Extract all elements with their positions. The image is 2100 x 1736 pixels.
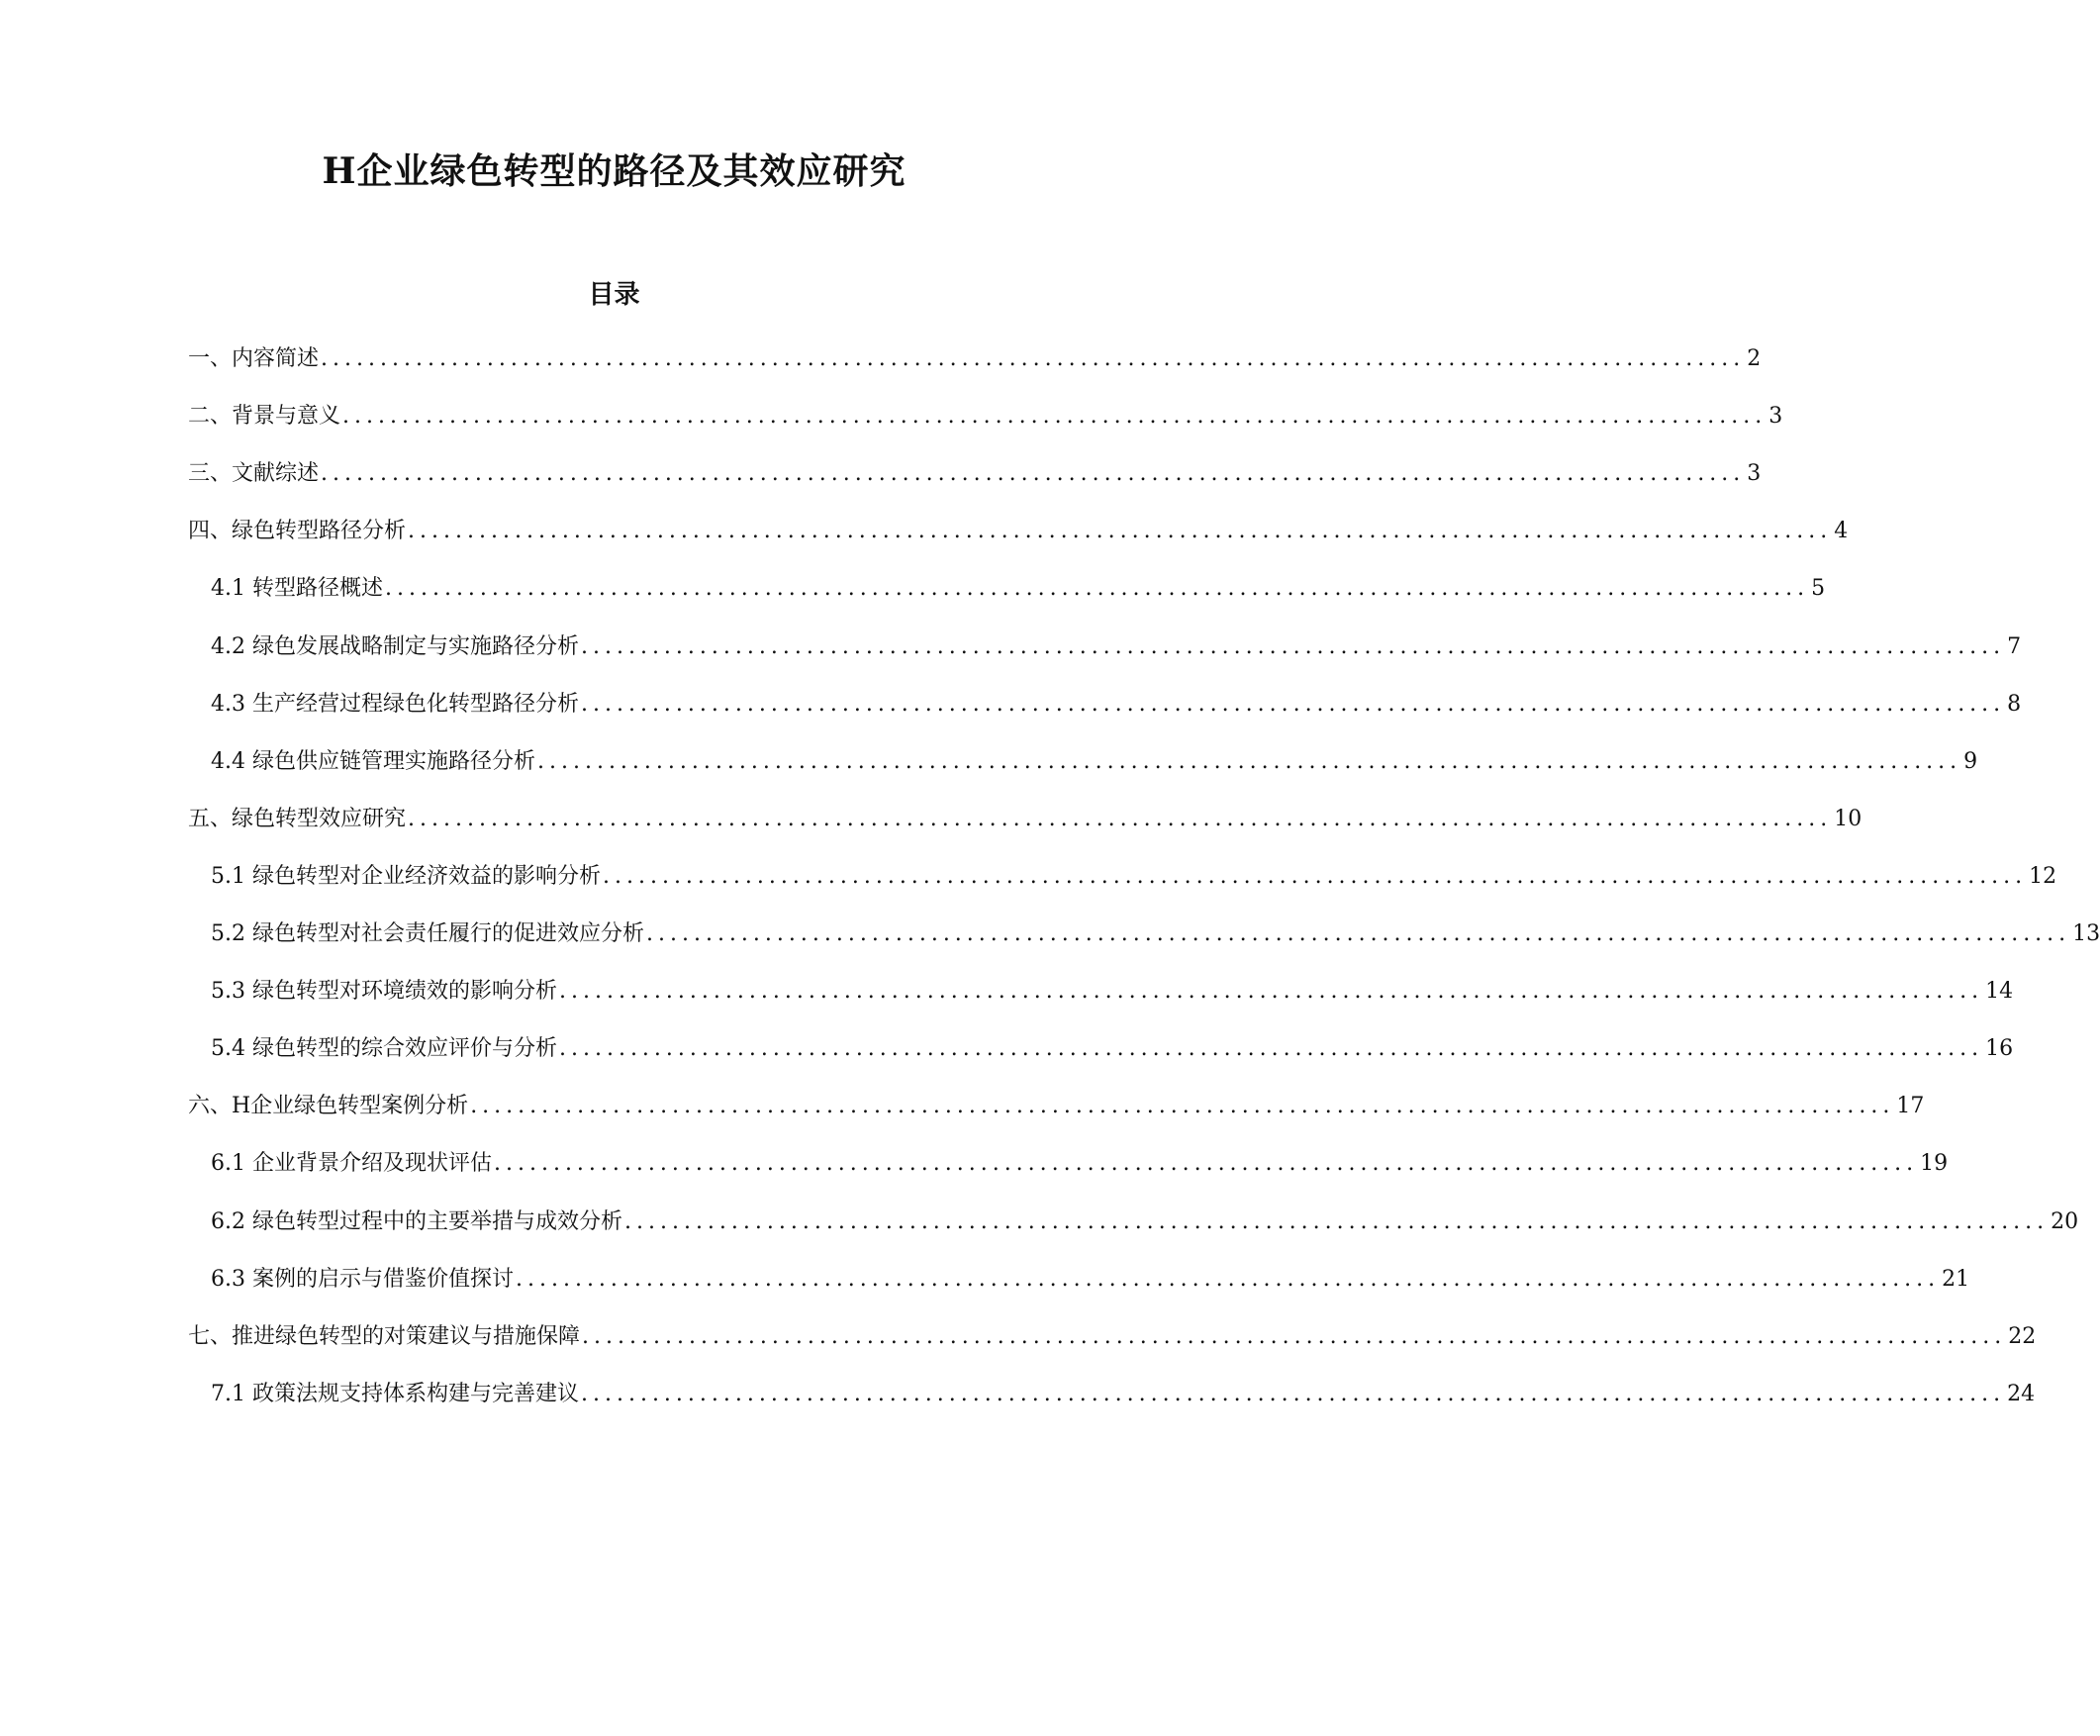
toc-dot-leader: ........................................................................................................................ bbox=[321, 346, 1746, 371]
toc-entry-page-number: 24 bbox=[2007, 1382, 2036, 1406]
toc-entry-label: 四、绿色转型路径分析 bbox=[188, 519, 407, 543]
toc-entry-page-number: 20 bbox=[2051, 1209, 2079, 1234]
toc-entry-label: 5.2 绿色转型对社会责任履行的促进效应分析 bbox=[211, 921, 644, 946]
toc-entry-label: 五、绿色转型效应研究 bbox=[188, 807, 407, 831]
toc-entry-page-number: 17 bbox=[1896, 1094, 1925, 1118]
toc-dot-leader: ........................................................................................................................ bbox=[321, 461, 1746, 486]
toc-entry-page-number: 13 bbox=[2072, 921, 2100, 946]
toc-entry[interactable] bbox=[211, 687, 2022, 723]
toc-entry-label: 4.1 转型路径概述 bbox=[211, 576, 383, 601]
toc-entry-label: 六、H企业绿色转型案例分析 bbox=[188, 1094, 469, 1118]
toc-entry[interactable] bbox=[211, 1205, 2079, 1240]
toc-entry-page-number: 19 bbox=[1920, 1151, 1949, 1176]
toc-dot-leader: ........................................................................................................................ bbox=[536, 749, 1962, 774]
toc-entry[interactable] bbox=[188, 1089, 1925, 1124]
toc-entry[interactable] bbox=[188, 456, 1762, 492]
toc-dot-leader: ........................................................................................................................ bbox=[580, 1382, 2006, 1406]
toc-entry-page-number: 9 bbox=[1963, 749, 1978, 774]
toc-entry[interactable] bbox=[211, 1262, 1970, 1298]
toc-entry-page-number: 7 bbox=[2007, 634, 2022, 659]
toc-entry[interactable] bbox=[188, 399, 1783, 434]
toc-entry-page-number: 16 bbox=[1985, 1036, 2014, 1061]
toc-entry-label: 一、内容简述 bbox=[188, 346, 320, 371]
toc-entry-label: 七、推进绿色转型的对策建议与措施保障 bbox=[188, 1324, 581, 1349]
toc-entry-page-number: 21 bbox=[1942, 1267, 1970, 1292]
toc-dot-leader: ........................................................................................................................ bbox=[408, 519, 1833, 543]
toc-dot-leader: ........................................................................................................................ bbox=[580, 692, 2006, 717]
toc-entry-page-number: 3 bbox=[1747, 461, 1762, 486]
toc-entry-label: 6.1 企业背景介绍及现状评估 bbox=[211, 1151, 492, 1176]
toc-dot-leader: ........................................................................................................................ bbox=[623, 1209, 2050, 1234]
toc-dot-leader: ........................................................................................................................ bbox=[493, 1151, 1919, 1176]
toc-dot-leader: ........................................................................................................................ bbox=[342, 404, 1767, 429]
toc-entry-page-number: 3 bbox=[1768, 404, 1783, 429]
toc-entry-label: 7.1 政策法规支持体系构建与完善建议 bbox=[211, 1382, 579, 1406]
toc-entry-page-number: 5 bbox=[1811, 576, 1826, 601]
toc-dot-leader: ........................................................................................................................ bbox=[408, 807, 1833, 831]
toc-entry-page-number: 8 bbox=[2007, 692, 2022, 717]
toc-entry[interactable] bbox=[188, 514, 1849, 549]
toc-entry[interactable] bbox=[211, 1031, 2014, 1067]
toc-entry[interactable] bbox=[211, 974, 2014, 1010]
toc-dot-leader: ........................................................................................................................ bbox=[582, 1324, 2007, 1349]
toc-entry[interactable] bbox=[211, 571, 1826, 607]
toc-entry-label: 4.2 绿色发展战略制定与实施路径分析 bbox=[211, 634, 579, 659]
toc-entry-label: 6.2 绿色转型过程中的主要举措与成效分析 bbox=[211, 1209, 622, 1234]
toc-entry-label: 6.3 案例的启示与借鉴价值探讨 bbox=[211, 1267, 514, 1292]
toc-dot-leader: ........................................................................................................................ bbox=[558, 979, 1984, 1004]
toc-entry-label: 5.3 绿色转型对环境绩效的影响分析 bbox=[211, 979, 557, 1004]
toc-entry-label: 5.4 绿色转型的综合效应评价与分析 bbox=[211, 1036, 557, 1061]
toc-entry-label: 5.1 绿色转型对企业经济效益的影响分析 bbox=[211, 864, 601, 889]
toc-entry[interactable] bbox=[188, 341, 1762, 377]
toc-dot-leader: ........................................................................................................................ bbox=[558, 1036, 1984, 1061]
toc-dot-leader: ........................................................................................................................ bbox=[470, 1094, 1895, 1118]
toc-entry[interactable] bbox=[211, 859, 2057, 895]
toc-entry-page-number: 4 bbox=[1834, 519, 1849, 543]
toc-dot-leader: ........................................................................................................................ bbox=[384, 576, 1810, 601]
toc-entry[interactable] bbox=[211, 916, 2100, 952]
toc-dot-leader: ........................................................................................................................ bbox=[645, 921, 2071, 946]
toc-entry[interactable] bbox=[188, 802, 1862, 837]
toc-entry[interactable] bbox=[211, 744, 1978, 780]
toc-entry[interactable] bbox=[211, 629, 2022, 665]
toc-dot-leader: ........................................................................................................................ bbox=[580, 634, 2006, 659]
toc-entry-page-number: 2 bbox=[1747, 346, 1762, 371]
toc-entry[interactable] bbox=[188, 1319, 2037, 1355]
toc-dot-leader: ........................................................................................................................ bbox=[515, 1267, 1941, 1292]
toc-dot-leader: ........................................................................................................................ bbox=[602, 864, 2028, 889]
document-title: H企业绿色转型的路径及其效应研究 bbox=[322, 150, 907, 192]
toc-entry-label: 三、文献综述 bbox=[188, 461, 320, 486]
toc-entry[interactable] bbox=[211, 1377, 2036, 1412]
toc-entry-page-number: 22 bbox=[2008, 1324, 2037, 1349]
toc-entry-page-number: 12 bbox=[2029, 864, 2057, 889]
toc-entry[interactable] bbox=[211, 1146, 1949, 1182]
toc-entry-page-number: 10 bbox=[1834, 807, 1862, 831]
toc-entry-label: 4.4 绿色供应链管理实施路径分析 bbox=[211, 749, 535, 774]
toc-entry-label: 4.3 生产经营过程绿色化转型路径分析 bbox=[211, 692, 579, 717]
toc-entry-page-number: 14 bbox=[1985, 979, 2014, 1004]
toc-heading: 目录 bbox=[588, 280, 640, 310]
toc-entry-label: 二、背景与意义 bbox=[188, 404, 341, 429]
